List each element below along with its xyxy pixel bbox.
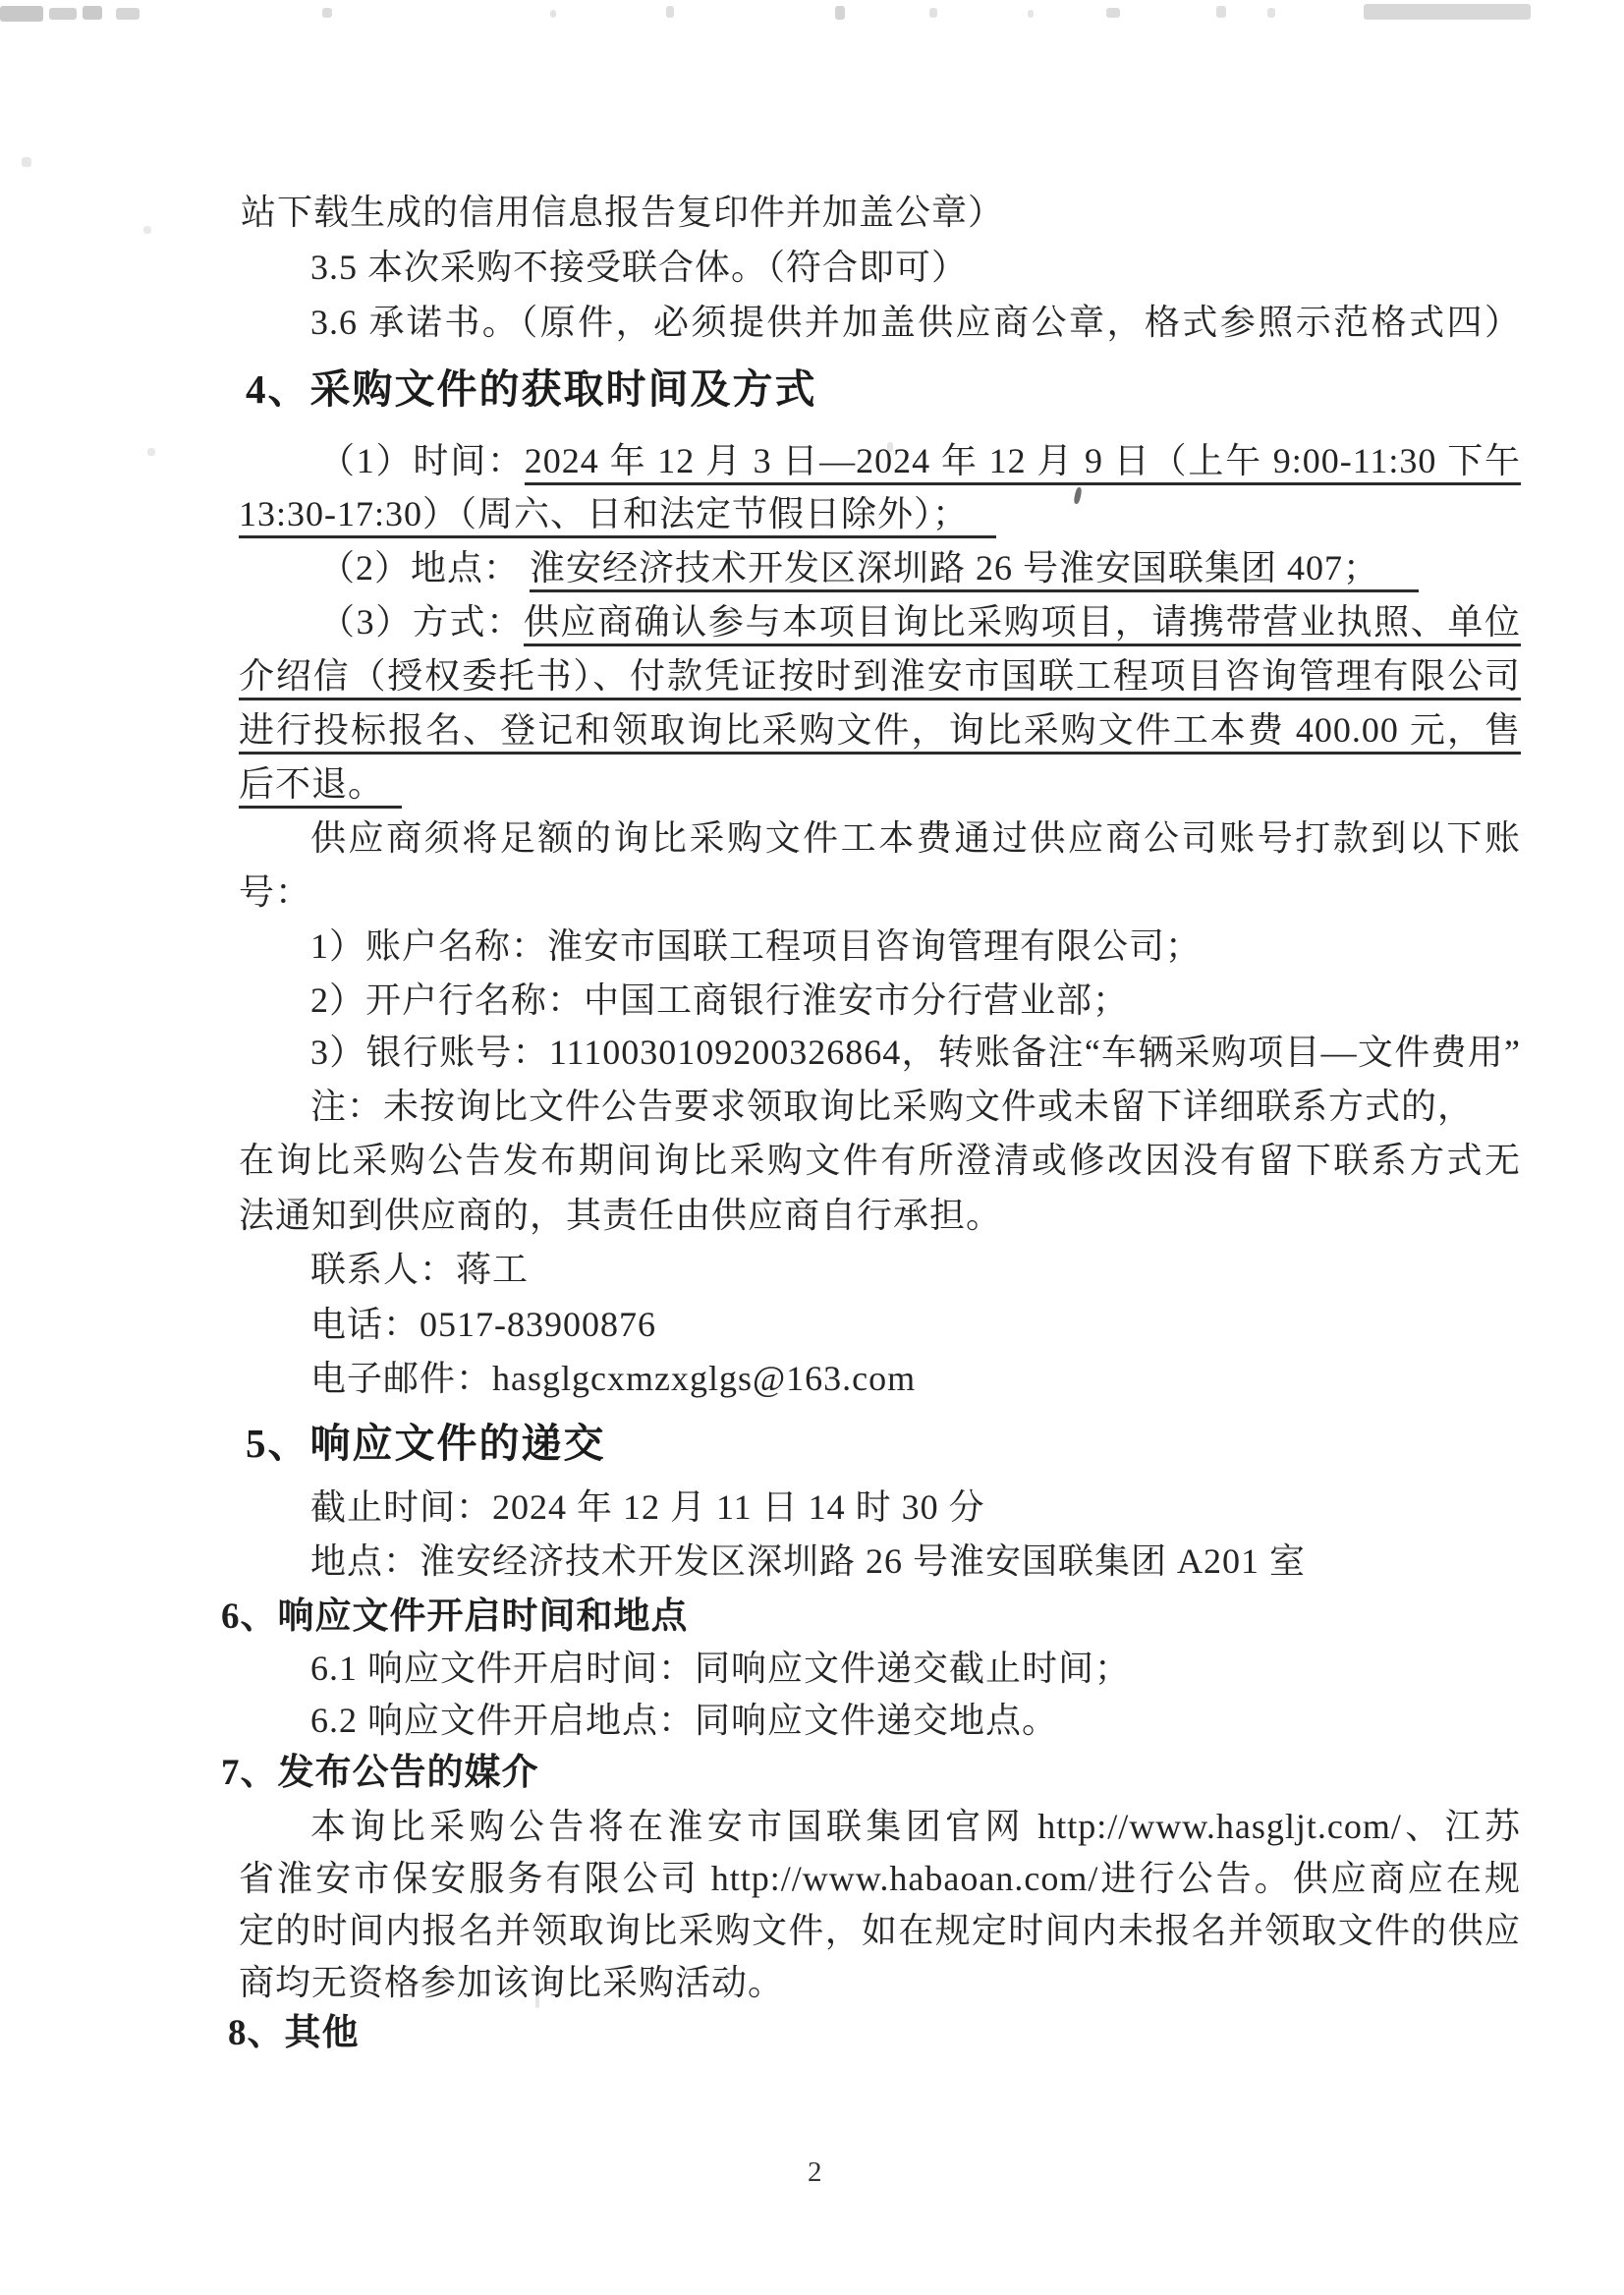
clause-3-4-continuation [241,192,1004,233]
text-segment: 供应商须将足额的询比采购文件工本费通过供应商公司账号打款到以下账 [310,818,1521,858]
underlined-text: 介绍信（授权委托书）、付款凭证按时到淮安市国联工程项目咨询管理有限公司 [239,656,1521,700]
heading-section-8 [228,2012,360,2055]
underlined-text: 供应商确认参与本项目询比采购项目，请携带营业执照、单位 [524,602,1521,646]
text-segment: （1）时间： [319,441,525,480]
text-segment: 站下载生成的信用信息报告复印件并加盖公章） [241,193,1005,232]
scan-artifact [143,226,151,234]
clause-6-1 [310,1648,1131,1689]
item-1-time-continuation [239,493,996,534]
heading-section-4 [246,365,817,413]
account-name-line [310,925,1202,967]
scan-artifact [835,6,845,20]
heading-section-5 [246,1420,606,1467]
text-segment: 地点：淮安经济技术开发区深圳路 26 号淮安国联集团 A201 室 [310,1541,1306,1581]
payment-instruction-continuation [239,871,311,913]
underlined-text: 后不退。 [239,764,402,809]
text-segment: （3）方式： [319,602,524,642]
scan-artifact [1106,8,1120,18]
text-segment: 4、采购文件的获取时间及方式 [246,366,817,412]
scan-artifact [550,10,556,18]
scan-artifact [929,8,937,18]
text-segment: 注：未按询比文件公告要求领取询比采购文件或未留下详细联系方式的， [310,1087,1475,1126]
underlined-text: 13:30-17:30）（周六、日和法定节假日除外）； [239,494,996,538]
contact-phone-line [310,1304,656,1345]
scan-artifact [0,6,43,22]
text-segment: 在询比采购公告发布期间询比采购文件有所澄清或修改因没有留下联系方式无 [239,1141,1521,1180]
scan-artifact [1364,4,1531,20]
announcement-line-1 [310,1806,1521,1847]
announcement-line-4 [239,1962,784,2003]
scan-artifact [1267,8,1275,18]
scan-artifact [1216,6,1226,18]
text-segment: 商均无资格参加该询比采购活动。 [239,1963,785,2002]
note-line-2 [239,1140,1521,1181]
clause-3-5 [310,247,968,288]
ink-speck [1073,487,1082,505]
item-2-location [319,547,1419,588]
scan-artifact [22,157,31,167]
text-segment: 3）银行账号：1110030109200326864，转账备注“车辆采购项目—文件费用” [310,1033,1521,1072]
text-segment: 定的时间内报名并领取询比采购文件，如在规定时间内未报名并领取文件的供应 [239,1911,1521,1950]
scan-artifact [116,8,140,20]
item-3-method-continuation-3 [239,763,402,805]
scan-artifact [147,448,155,456]
note-line-3 [239,1195,1002,1236]
scan-artifact [322,8,332,18]
scan-artifact [1028,10,1034,18]
text-segment: 联系人：蒋工 [310,1250,530,1289]
text-segment: 6.2 响应文件开启地点：同响应文件递交地点。 [310,1701,1059,1740]
contact-email-line [310,1358,916,1399]
text-segment: 6、响应文件开启时间和地点 [221,1596,689,1637]
text-segment: 法通知到供应商的，其责任由供应商自行承担。 [239,1196,1003,1235]
scan-artifact [83,6,102,20]
text-segment: 电子邮件：hasglgcxmzxglgs@163.com [310,1359,917,1398]
underlined-text: 2024 年 12 月 3 日—2024 年 12 月 9 日（上午 9:00-11:30 下午 [525,441,1521,485]
bank-account-line [310,1032,1521,1073]
announcement-line-3 [239,1910,1521,1951]
scan-artifact [49,8,77,20]
text-segment: 3.5 本次采购不接受联合体。（符合即可） [310,248,969,287]
submission-location-line [310,1540,1306,1582]
item-1-time [319,440,1521,481]
item-3-method [319,601,1521,643]
page-number: 2 [808,2156,822,2188]
scan-artifact [666,6,674,18]
text-segment: 3.6 承诺书。（原件，必须提供并加盖供应商公章，格式参照示范格式四） [310,303,1521,342]
text-segment: 电话：0517-83900876 [310,1305,656,1344]
submission-deadline-line [310,1486,985,1528]
announcement-line-2 [239,1858,1521,1899]
text-segment: （2）地点： [319,548,531,588]
heading-section-7 [221,1752,539,1795]
text-segment: 5、响应文件的递交 [246,1421,606,1466]
contact-person-line [310,1249,529,1290]
text-segment: 2）开户行名称：中国工商银行淮安市分行营业部； [310,980,1130,1020]
text-segment: 截止时间：2024 年 12 月 11 日 14 时 30 分 [310,1487,985,1527]
text-segment: 省淮安市保安服务有限公司 http://www.habaoan.com/进行公告。供应商应在规 [239,1859,1521,1898]
text-segment: 7、发布公告的媒介 [221,1753,539,1793]
underlined-text: 淮安经济技术开发区深圳路 26 号淮安国联集团 407； [530,548,1419,592]
text-segment: 6.1 响应文件开启时间：同响应文件递交截止时间； [310,1649,1132,1688]
clause-3-6 [310,302,1521,343]
note-line-1 [310,1086,1474,1127]
text-segment: 8、其他 [228,2013,360,2053]
item-3-method-continuation-1 [239,655,1521,697]
bank-name-line [310,980,1129,1021]
heading-section-6 [221,1595,689,1639]
payment-instruction [310,817,1521,859]
text-segment: 号： [239,872,312,912]
underlined-text: 进行投标报名、登记和领取询比采购文件，询比采购文件工本费 400.00 元，售 [239,710,1521,755]
text-segment: 1）账户名称：淮安市国联工程项目咨询管理有限公司； [310,926,1203,966]
item-3-method-continuation-2 [239,709,1521,751]
clause-6-2 [310,1700,1058,1741]
text-segment: 本询比采购公告将在淮安市国联集团官网 http://www.hasgljt.com/、江苏 [310,1807,1521,1846]
